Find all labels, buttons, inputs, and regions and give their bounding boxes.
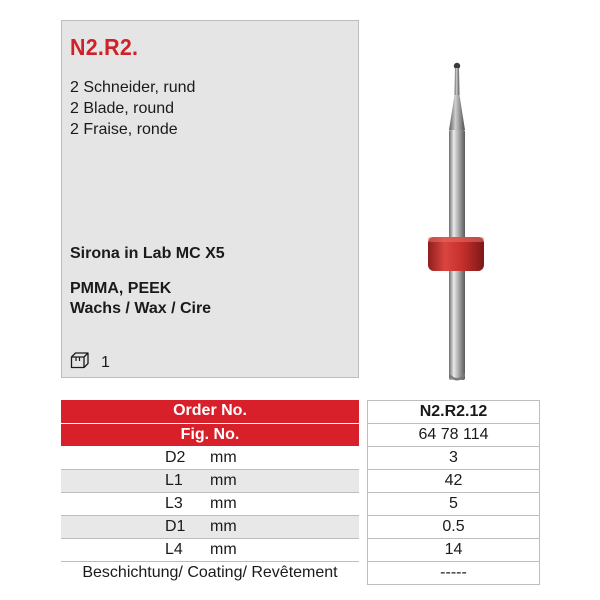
material-line-1: PMMA, PEEK	[70, 280, 172, 297]
table-row	[61, 538, 359, 561]
order-no-value: N2.R2.12	[368, 401, 540, 424]
table-row	[368, 401, 540, 424]
table-row	[61, 492, 359, 515]
unit-label: mm	[210, 448, 237, 466]
l3-value: 5	[368, 493, 540, 516]
pack-info	[70, 351, 110, 374]
fig-no-value: 64 78 114	[368, 424, 540, 447]
unit-label: mm	[210, 494, 237, 512]
product-info-panel	[61, 20, 359, 378]
table-row	[61, 469, 359, 492]
table-row	[368, 562, 540, 585]
table-row	[61, 446, 359, 469]
fig-no-label: Fig. No.	[61, 423, 359, 446]
l1-value: 42	[368, 470, 540, 493]
description-fr: 2 Fraise, ronde	[70, 121, 178, 138]
package-box-icon	[70, 351, 90, 374]
milling-bur-image	[410, 40, 510, 385]
coating-value: -----	[368, 562, 540, 585]
order-no-label: Order No.	[61, 400, 359, 423]
table-row	[61, 423, 359, 446]
coating-label: Beschichtung/ Coating/ Revêtement	[61, 561, 359, 584]
param-l4: L4	[165, 540, 183, 558]
param-d2: D2	[165, 448, 186, 466]
product-description	[70, 77, 195, 140]
param-l3: L3	[165, 494, 183, 512]
table-row	[61, 400, 359, 423]
table-row	[368, 470, 540, 493]
description-de: 2 Schneider, rund	[70, 79, 196, 96]
param-d1: D1	[165, 517, 186, 535]
table-row	[61, 561, 359, 584]
spec-label-table	[61, 400, 359, 584]
pack-quantity: 1	[101, 353, 110, 371]
param-l1: L1	[165, 471, 183, 489]
materials-list	[70, 279, 211, 319]
material-line-2: Wachs / Wax / Cire	[70, 300, 212, 317]
description-en: 2 Blade, round	[70, 100, 175, 117]
d2-value: 3	[368, 447, 540, 470]
table-row	[368, 493, 540, 516]
product-code: N2.R2.	[70, 34, 139, 60]
unit-label: mm	[210, 540, 237, 558]
table-row	[368, 539, 540, 562]
spec-value-table	[367, 400, 540, 585]
d1-value: 0.5	[368, 516, 540, 539]
l4-value: 14	[368, 539, 540, 562]
table-row	[61, 515, 359, 538]
table-row	[368, 424, 540, 447]
machine-compatibility: Sirona in Lab MC X5	[70, 245, 225, 262]
unit-label: mm	[210, 471, 237, 489]
table-row	[368, 516, 540, 539]
unit-label: mm	[210, 517, 237, 535]
table-row	[368, 447, 540, 470]
